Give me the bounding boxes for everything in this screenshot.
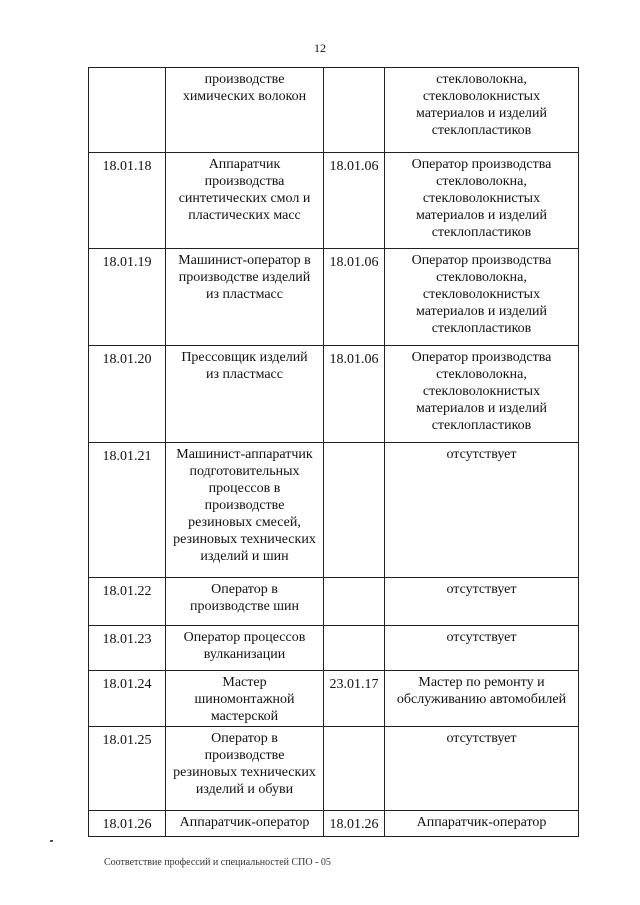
cell-line: Машинист-оператор в [178, 253, 311, 268]
correspondence-table [88, 67, 579, 837]
cell-line: Машинист-аппаратчик [176, 447, 313, 462]
profession-name-cell [166, 249, 324, 346]
cell-line: Прессовщик изделий [181, 350, 308, 365]
cell-line: материалов и изделий [416, 208, 547, 223]
specialty-name-cell [385, 626, 579, 671]
cell-line: резиновых смесей, [188, 515, 301, 530]
profession-code-cell: 18.01.25 [89, 727, 166, 811]
cell-line: резиновых технических [173, 765, 316, 780]
profession-code-cell [89, 68, 166, 153]
cell-line: химических волокон [182, 89, 307, 104]
cell-line: шиномонтажной [194, 692, 295, 707]
specialty-code-cell: 18.01.06 [324, 346, 385, 443]
cell-line: из пластмасс [206, 287, 283, 302]
cell-line: изделий и шин [200, 549, 289, 564]
cell-line: стекловолокна, [436, 270, 527, 285]
cell-line: производстве [204, 498, 285, 513]
table-row [89, 626, 579, 671]
page-number: 12 [314, 41, 326, 55]
cell-line: производства [204, 174, 285, 189]
profession-name-cell [166, 811, 324, 837]
specialty-name-cell [385, 68, 579, 153]
cell-line: синтетических смол и [178, 191, 311, 206]
specialty-code-cell: 18.01.26 [324, 811, 385, 837]
profession-name-cell [166, 153, 324, 249]
cell-line: Мастер [222, 675, 267, 690]
scan-mark [50, 840, 53, 842]
specialty-name-cell [385, 346, 579, 443]
table-row [89, 671, 579, 727]
cell-line: материалов и изделий [416, 304, 547, 319]
cell-line: стекловолокна, [436, 174, 527, 189]
cell-line: материалов и изделий [416, 106, 547, 121]
profession-name-cell [166, 578, 324, 626]
specialty-code-cell: 18.01.06 [324, 153, 385, 249]
profession-code-cell: 18.01.21 [89, 443, 166, 578]
cell-line: отсутствует [446, 731, 517, 746]
cell-line: стекловолокнистых [422, 89, 541, 104]
cell-line: стекловолокна, [436, 367, 527, 382]
cell-line: Аппаратчик [208, 157, 281, 172]
cell-line: Аппаратчик-оператор [416, 815, 547, 830]
profession-code-cell: 18.01.24 [89, 671, 166, 727]
cell-line: производстве шин [189, 599, 300, 614]
profession-name-cell [166, 671, 324, 727]
cell-line: отсутствует [446, 630, 517, 645]
profession-code-cell: 18.01.22 [89, 578, 166, 626]
cell-line: отсутствует [446, 582, 517, 597]
specialty-code-cell: 18.01.06 [324, 249, 385, 346]
cell-line: Оператор в [211, 582, 278, 597]
table-row [89, 578, 579, 626]
cell-line: стекловолокна, [436, 72, 527, 87]
cell-line: Аппаратчик-оператор [179, 815, 310, 830]
profession-code-cell: 18.01.20 [89, 346, 166, 443]
specialty-name-cell [385, 249, 579, 346]
cell-line: стеклопластиков [431, 123, 532, 138]
cell-line: материалов и изделий [416, 401, 547, 416]
cell-line: вулканизации [203, 647, 286, 662]
cell-line: Оператор производства [411, 157, 552, 172]
cell-line: производстве [204, 72, 285, 87]
cell-line: Оператор в [211, 731, 278, 746]
profession-name-cell [166, 727, 324, 811]
table-row [89, 249, 579, 346]
specialty-code-cell [324, 68, 385, 153]
profession-name-cell [166, 443, 324, 578]
specialty-code-cell [324, 578, 385, 626]
cell-line: процессов в [208, 481, 281, 496]
profession-name-cell [166, 626, 324, 671]
footer-text: Соответствие профессий и специальностей СПО - 05 [104, 857, 331, 868]
specialty-name-cell [385, 578, 579, 626]
cell-line: стекловолокнистых [422, 287, 541, 302]
cell-line: Мастер по ремонту и [418, 675, 545, 690]
table-row [89, 811, 579, 837]
specialty-name-cell [385, 443, 579, 578]
cell-line: резиновых технических [173, 532, 316, 547]
table-row [89, 153, 579, 249]
cell-line: из пластмасс [206, 367, 283, 382]
profession-name-cell [166, 68, 324, 153]
specialty-code-cell [324, 727, 385, 811]
profession-code-cell: 18.01.23 [89, 626, 166, 671]
table-row [89, 68, 579, 153]
cell-line: отсутствует [446, 447, 517, 462]
cell-line: стеклопластиков [431, 418, 532, 433]
specialty-name-cell [385, 153, 579, 249]
specialty-code-cell [324, 443, 385, 578]
cell-line: стекловолокнистых [422, 191, 541, 206]
cell-line: мастерской [210, 709, 279, 724]
profession-name-cell [166, 346, 324, 443]
specialty-name-cell [385, 811, 579, 837]
specialty-code-cell [324, 626, 385, 671]
specialty-name-cell [385, 671, 579, 727]
cell-line: стеклопластиков [431, 321, 532, 336]
profession-code-cell: 18.01.19 [89, 249, 166, 346]
cell-line: изделий и обуви [195, 782, 294, 797]
cell-line: производстве [204, 748, 285, 763]
cell-line: стекловолокнистых [422, 384, 541, 399]
table-row [89, 346, 579, 443]
cell-line: Оператор процессов [183, 630, 306, 645]
profession-code-cell: 18.01.26 [89, 811, 166, 837]
profession-code-cell: 18.01.18 [89, 153, 166, 249]
cell-line: пластических масс [188, 208, 301, 223]
specialty-code-cell: 23.01.17 [324, 671, 385, 727]
cell-line: стеклопластиков [431, 225, 532, 240]
table-row [89, 727, 579, 811]
cell-line: обслуживанию автомобилей [396, 692, 567, 707]
table-row [89, 443, 579, 578]
specialty-name-cell [385, 727, 579, 811]
cell-line: Оператор производства [411, 350, 552, 365]
cell-line: Оператор производства [411, 253, 552, 268]
cell-line: производстве изделий [178, 270, 311, 285]
cell-line: подготовительных [189, 464, 300, 479]
